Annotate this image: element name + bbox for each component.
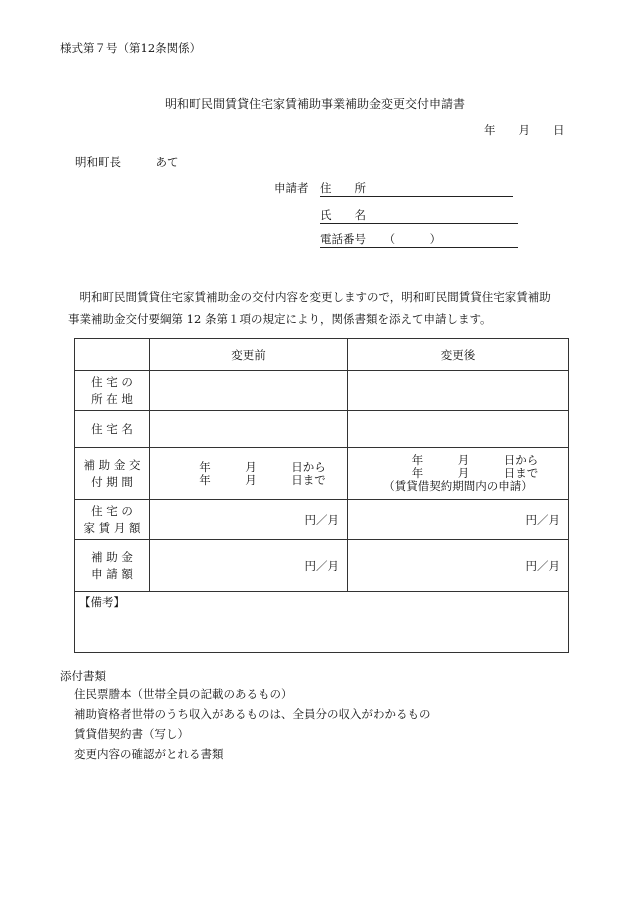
name-label: 氏 名	[320, 208, 366, 222]
location-label: 住 宅 の 所 在 地	[75, 371, 150, 411]
amount-before-cell[interactable]: 円／月	[150, 540, 348, 592]
applicant-label: 申請者	[274, 181, 309, 195]
document-title: 明和町民間賃貸住宅家賃補助事業補助金変更交付申請書	[164, 97, 465, 111]
amount-after-cell[interactable]: 円／月	[348, 540, 569, 592]
amount-row	[75, 540, 569, 592]
period-row	[75, 448, 569, 500]
rent-label: 住 宅 の 家 賃 月 額	[75, 500, 150, 540]
house-name-row	[75, 411, 569, 448]
rent-after-cell[interactable]: 円／月	[348, 500, 569, 540]
house-name-before-cell[interactable]	[150, 411, 348, 448]
phone-parens: （ ）	[383, 232, 442, 246]
house-name-after-cell[interactable]	[348, 411, 569, 448]
form-number: 様式第７号（第12条関係）	[60, 41, 202, 55]
body-line-1: 明和町民間賃貸住宅家賃補助金の交付内容を変更しますので，明和町民間賃貸住宅家賃補助	[68, 290, 551, 304]
address-label: 住 所	[320, 181, 366, 195]
phone-field[interactable]	[320, 231, 518, 248]
header-empty-cell	[75, 339, 150, 371]
location-before-cell[interactable]	[150, 371, 348, 411]
remarks-row	[75, 592, 569, 653]
period-before-cell[interactable]: 年 月 日から 年 月 日まで	[150, 448, 348, 500]
body-line-2: 事業補助金交付要綱第 12 条第１項の規定により，関係書類を添えて申請します。	[68, 312, 492, 326]
amount-label: 補 助 金 申 請 額	[75, 540, 150, 592]
rent-row	[75, 500, 569, 540]
recipient: 明和町長 あて	[75, 155, 179, 169]
header-row	[75, 339, 569, 371]
period-note: （賃貸借契約期間内の申請）	[383, 479, 533, 493]
attachment-item: 補助資格者世帯のうち収入があるものは、全員分の収入がわかるもの	[74, 707, 431, 721]
period-label: 補 助 金 交 付 期 間	[75, 448, 150, 500]
attachments-list	[74, 684, 431, 764]
remarks-cell[interactable]	[75, 592, 569, 653]
header-after: 変更後	[348, 339, 569, 371]
rent-before-cell[interactable]: 円／月	[150, 500, 348, 540]
name-field[interactable]	[320, 207, 518, 224]
attachment-item: 賃貸借契約書（写し）	[74, 727, 189, 741]
attachment-item: 住民票謄本（世帯全員の記載のあるもの）	[74, 687, 293, 701]
date-line: 年 月 日	[484, 123, 565, 137]
attachments-title: 添付書類	[60, 669, 106, 683]
address-field[interactable]	[320, 180, 513, 197]
location-after-cell[interactable]	[348, 371, 569, 411]
remarks-label: 【備考】	[79, 595, 125, 609]
application-table	[74, 338, 569, 653]
attachment-item: 変更内容の確認がとれる書類	[74, 747, 224, 761]
header-before: 変更前	[150, 339, 348, 371]
phone-label: 電話番号	[320, 232, 366, 246]
location-row	[75, 371, 569, 411]
house-name-label: 住 宅 名	[75, 411, 150, 448]
period-after-cell[interactable]: 年 月 日から 年 月 日まで （賃貸借契約期間内の申請）	[348, 448, 569, 500]
